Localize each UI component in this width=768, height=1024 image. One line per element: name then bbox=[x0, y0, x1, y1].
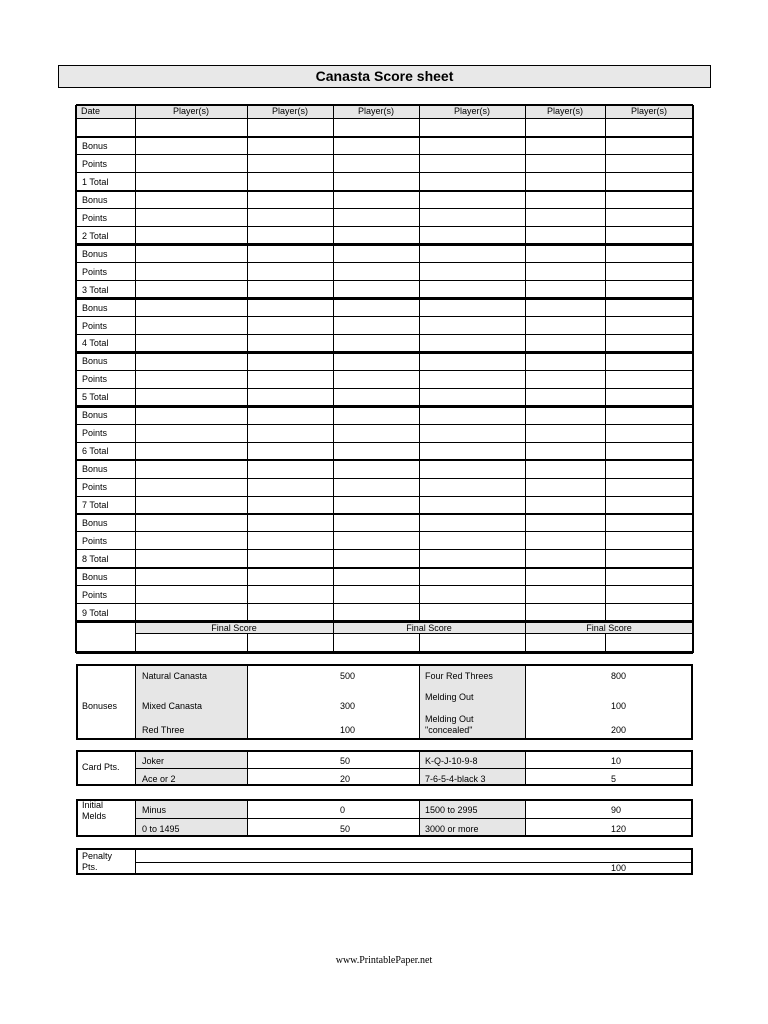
score-cell[interactable] bbox=[605, 514, 693, 532]
score-cell[interactable] bbox=[419, 568, 525, 586]
score-cell[interactable] bbox=[605, 263, 693, 281]
grid-line bbox=[76, 620, 693, 623]
grid-line bbox=[135, 633, 693, 634]
score-cell[interactable] bbox=[333, 460, 419, 478]
score-cell[interactable] bbox=[333, 209, 419, 227]
name-cell[interactable] bbox=[605, 118, 693, 137]
grid-line bbox=[419, 105, 420, 622]
score-cell[interactable] bbox=[605, 496, 693, 514]
score-cell[interactable] bbox=[605, 442, 693, 460]
grid-line bbox=[76, 478, 693, 479]
score-cell[interactable] bbox=[525, 155, 605, 173]
score-cell[interactable] bbox=[247, 478, 333, 496]
score-cell[interactable] bbox=[247, 532, 333, 550]
score-cell[interactable] bbox=[247, 209, 333, 227]
row-label: Bonus bbox=[82, 303, 108, 313]
score-cell[interactable] bbox=[135, 317, 247, 335]
card-joker-pts: 50 bbox=[340, 756, 351, 766]
row-label: Points bbox=[82, 267, 108, 277]
score-cell[interactable] bbox=[605, 568, 693, 586]
meld-minus-pts: 0 bbox=[340, 805, 346, 815]
score-cell[interactable] bbox=[419, 299, 525, 317]
score-cell[interactable] bbox=[605, 406, 693, 424]
score-cell[interactable] bbox=[525, 352, 605, 370]
score-cell[interactable] bbox=[247, 155, 333, 173]
score-cell[interactable] bbox=[247, 514, 333, 532]
score-cell[interactable] bbox=[525, 532, 605, 550]
score-cell[interactable] bbox=[333, 568, 419, 586]
grid-line bbox=[76, 567, 693, 570]
penalty-heading: Penalty bbox=[82, 851, 113, 861]
row-label: 4 Total bbox=[82, 339, 109, 349]
score-cell[interactable] bbox=[247, 442, 333, 460]
row-label: 8 Total bbox=[82, 554, 109, 564]
grid-line bbox=[76, 172, 693, 173]
grid-line bbox=[76, 351, 693, 354]
score-cell[interactable] bbox=[419, 586, 525, 604]
score-cell[interactable] bbox=[419, 442, 525, 460]
melds-heading-melds: Melds bbox=[82, 811, 107, 821]
score-cell[interactable] bbox=[419, 496, 525, 514]
grid-line bbox=[419, 665, 420, 739]
player-header: Player(s) bbox=[172, 107, 209, 116]
score-cell[interactable] bbox=[419, 155, 525, 173]
score-cell[interactable] bbox=[419, 424, 525, 442]
score-cell[interactable] bbox=[135, 209, 247, 227]
score-cell[interactable] bbox=[333, 155, 419, 173]
grid-line bbox=[76, 531, 693, 532]
grid-line bbox=[76, 585, 693, 586]
meld-minus: Minus bbox=[142, 805, 167, 815]
grid-line bbox=[605, 105, 606, 622]
score-cell[interactable] bbox=[135, 263, 247, 281]
bonus-melding-out: Melding Out bbox=[425, 692, 474, 702]
penalty-heading-pts: Pts. bbox=[82, 862, 98, 872]
score-cell[interactable] bbox=[525, 209, 605, 227]
grid-line bbox=[76, 280, 693, 281]
score-cell[interactable] bbox=[525, 442, 605, 460]
score-cell[interactable] bbox=[333, 245, 419, 263]
score-cell[interactable] bbox=[525, 263, 605, 281]
score-cell[interactable] bbox=[419, 460, 525, 478]
grid-line bbox=[247, 634, 248, 653]
score-cell[interactable] bbox=[247, 334, 333, 352]
row-label: 9 Total bbox=[82, 608, 109, 618]
score-cell[interactable] bbox=[247, 245, 333, 263]
score-cell[interactable] bbox=[605, 352, 693, 370]
score-cell[interactable] bbox=[525, 334, 605, 352]
row-label: Points bbox=[82, 429, 108, 439]
score-cell[interactable] bbox=[605, 173, 693, 191]
score-cell[interactable] bbox=[333, 442, 419, 460]
score-cell[interactable] bbox=[135, 334, 247, 352]
score-cell[interactable] bbox=[333, 424, 419, 442]
score-cell[interactable] bbox=[419, 173, 525, 191]
score-cell[interactable] bbox=[135, 137, 247, 155]
bonus-melding-out-concealed: Melding Out bbox=[425, 714, 474, 724]
score-cell[interactable] bbox=[525, 137, 605, 155]
score-cell[interactable] bbox=[419, 550, 525, 568]
score-cell[interactable] bbox=[605, 209, 693, 227]
score-cell[interactable] bbox=[605, 424, 693, 442]
score-cell[interactable] bbox=[247, 191, 333, 209]
score-cell[interactable] bbox=[247, 352, 333, 370]
meld-0-1495-pts: 50 bbox=[340, 824, 351, 834]
bonus-melding-out-concealed-pts: 200 bbox=[611, 725, 627, 735]
score-cell[interactable] bbox=[333, 514, 419, 532]
score-cell[interactable] bbox=[419, 334, 525, 352]
score-cell[interactable] bbox=[605, 532, 693, 550]
score-cell[interactable] bbox=[419, 209, 525, 227]
row-label: Points bbox=[82, 159, 108, 169]
row-label: 1 Total bbox=[82, 177, 109, 187]
final-score-cell[interactable] bbox=[135, 634, 247, 653]
row-label: Bonus bbox=[82, 572, 108, 582]
score-cell[interactable] bbox=[135, 173, 247, 191]
card-low-pts: 5 bbox=[611, 774, 617, 784]
score-cell[interactable] bbox=[525, 514, 605, 532]
row-label: Bonus bbox=[82, 465, 108, 475]
score-cell[interactable] bbox=[247, 604, 333, 622]
score-cell[interactable] bbox=[605, 370, 693, 388]
score-cell[interactable] bbox=[525, 191, 605, 209]
final-score-cell[interactable] bbox=[419, 634, 525, 653]
player-header: Player(s) bbox=[630, 107, 667, 116]
score-cell[interactable] bbox=[419, 532, 525, 550]
score-cell[interactable] bbox=[419, 478, 525, 496]
score-cell[interactable] bbox=[333, 604, 419, 622]
grid-line bbox=[76, 334, 693, 335]
score-cell[interactable] bbox=[333, 550, 419, 568]
score-cell[interactable] bbox=[525, 406, 605, 424]
card-joker: Joker bbox=[142, 756, 165, 766]
score-cell[interactable] bbox=[135, 406, 247, 424]
score-cell[interactable] bbox=[247, 550, 333, 568]
score-cell[interactable] bbox=[135, 191, 247, 209]
final-score-cell[interactable] bbox=[605, 634, 693, 653]
score-cell[interactable] bbox=[247, 263, 333, 281]
name-cell[interactable] bbox=[525, 118, 605, 137]
score-cell[interactable] bbox=[525, 299, 605, 317]
grid-line bbox=[76, 316, 693, 317]
score-cell[interactable] bbox=[525, 550, 605, 568]
score-cell[interactable] bbox=[247, 137, 333, 155]
score-cell[interactable] bbox=[247, 317, 333, 335]
grid-line bbox=[76, 459, 693, 462]
row-label: Points bbox=[82, 483, 108, 493]
score-cell[interactable] bbox=[135, 460, 247, 478]
score-cell[interactable] bbox=[135, 442, 247, 460]
penalty-pts: 100 bbox=[611, 863, 627, 873]
grid-line bbox=[135, 862, 693, 863]
final-score-label: Final Score bbox=[406, 623, 452, 633]
score-cell[interactable] bbox=[333, 263, 419, 281]
score-cell[interactable] bbox=[333, 317, 419, 335]
grid-line bbox=[76, 513, 693, 516]
name-cell[interactable] bbox=[419, 118, 525, 137]
score-cell[interactable] bbox=[525, 370, 605, 388]
score-cell[interactable] bbox=[135, 388, 247, 406]
score-cell[interactable] bbox=[135, 155, 247, 173]
score-cell[interactable] bbox=[333, 388, 419, 406]
grid-line bbox=[76, 154, 693, 155]
grid-line bbox=[135, 818, 693, 819]
row-label: 7 Total bbox=[82, 501, 109, 510]
grid-line bbox=[525, 105, 526, 653]
final-score-cell[interactable] bbox=[333, 634, 419, 653]
final-score-label: Final Score bbox=[586, 623, 632, 633]
score-cell[interactable] bbox=[135, 424, 247, 442]
grid-line bbox=[76, 226, 693, 227]
score-cell[interactable] bbox=[333, 352, 419, 370]
score-cell[interactable] bbox=[247, 299, 333, 317]
score-cell[interactable] bbox=[419, 388, 525, 406]
bonus-red-three-pts: 100 bbox=[340, 725, 356, 735]
score-cell[interactable] bbox=[247, 586, 333, 604]
score-cell[interactable] bbox=[333, 586, 419, 604]
grid-line bbox=[135, 768, 693, 769]
score-cell[interactable] bbox=[135, 550, 247, 568]
score-cell[interactable] bbox=[135, 370, 247, 388]
grid-line bbox=[76, 405, 693, 408]
grid-line bbox=[76, 190, 693, 193]
player-header: Player(s) bbox=[357, 107, 394, 116]
score-cell[interactable] bbox=[247, 281, 333, 299]
bonus-mixed-canasta-pts: 300 bbox=[340, 701, 356, 711]
meld-3000-pts: 120 bbox=[611, 824, 627, 834]
score-cell[interactable] bbox=[333, 299, 419, 317]
score-cell[interactable] bbox=[333, 496, 419, 514]
score-cell[interactable] bbox=[135, 227, 247, 245]
score-cell[interactable] bbox=[247, 227, 333, 245]
bonus-natural-canasta-pts: 500 bbox=[340, 671, 356, 681]
score-cell[interactable] bbox=[419, 514, 525, 532]
grid-line bbox=[76, 424, 693, 425]
score-cell[interactable] bbox=[605, 155, 693, 173]
bonus-concealed-label: "concealed" bbox=[425, 725, 473, 735]
name-cell[interactable] bbox=[135, 118, 247, 137]
date-header: Date bbox=[81, 107, 101, 116]
score-cell[interactable] bbox=[135, 352, 247, 370]
grid-line bbox=[76, 370, 693, 371]
score-cell[interactable] bbox=[525, 173, 605, 191]
score-cell[interactable] bbox=[135, 245, 247, 263]
grid-line bbox=[76, 104, 693, 107]
score-cell[interactable] bbox=[525, 496, 605, 514]
score-cell[interactable] bbox=[333, 173, 419, 191]
row-label: Bonus bbox=[82, 142, 108, 151]
grid-line bbox=[76, 549, 693, 550]
name-cell[interactable] bbox=[333, 118, 419, 137]
row-label: Points bbox=[82, 590, 108, 600]
bonus-mixed-canasta: Mixed Canasta bbox=[142, 701, 203, 711]
score-cell[interactable] bbox=[605, 317, 693, 335]
grid-line bbox=[525, 665, 526, 739]
card-ace-or-2-pts: 20 bbox=[340, 774, 351, 784]
row-label: 6 Total bbox=[82, 447, 109, 457]
score-cell[interactable] bbox=[247, 388, 333, 406]
name-cell[interactable] bbox=[247, 118, 333, 137]
grid-line bbox=[76, 603, 693, 604]
score-cell[interactable] bbox=[419, 406, 525, 424]
score-cell[interactable] bbox=[419, 245, 525, 263]
score-cell[interactable] bbox=[525, 586, 605, 604]
meld-1500-2995-pts: 90 bbox=[611, 805, 622, 815]
grid-line bbox=[135, 665, 136, 739]
score-cell[interactable] bbox=[135, 299, 247, 317]
score-cell[interactable] bbox=[419, 227, 525, 245]
score-cell[interactable] bbox=[333, 532, 419, 550]
meld-1500-2995: 1500 to 2995 bbox=[425, 805, 478, 815]
grid-line bbox=[692, 105, 695, 653]
score-cell[interactable] bbox=[525, 227, 605, 245]
score-cell[interactable] bbox=[525, 604, 605, 622]
row-label: 5 Total bbox=[82, 393, 109, 403]
score-cell[interactable] bbox=[525, 460, 605, 478]
score-cell[interactable] bbox=[333, 191, 419, 209]
score-cell[interactable] bbox=[419, 263, 525, 281]
row-label: Points bbox=[82, 321, 108, 331]
score-cell[interactable] bbox=[605, 604, 693, 622]
score-cell[interactable] bbox=[419, 317, 525, 335]
score-cell[interactable] bbox=[247, 370, 333, 388]
bonuses-heading: Bonuses bbox=[82, 701, 118, 711]
score-cell[interactable] bbox=[605, 245, 693, 263]
score-cell[interactable] bbox=[419, 191, 525, 209]
score-cell[interactable] bbox=[525, 424, 605, 442]
bonus-four-red-threes: Four Red Threes bbox=[425, 671, 493, 681]
score-cell[interactable] bbox=[135, 586, 247, 604]
score-cell[interactable] bbox=[247, 406, 333, 424]
score-cell[interactable] bbox=[135, 568, 247, 586]
score-cell[interactable] bbox=[135, 496, 247, 514]
score-cell[interactable] bbox=[605, 460, 693, 478]
grid-line bbox=[247, 105, 248, 622]
score-cell[interactable] bbox=[419, 352, 525, 370]
final-score-cell[interactable] bbox=[247, 634, 333, 653]
score-cell[interactable] bbox=[605, 478, 693, 496]
grid-line bbox=[76, 651, 693, 654]
row-label: Points bbox=[82, 375, 108, 385]
score-cell[interactable] bbox=[525, 317, 605, 335]
meld-3000: 3000 or more bbox=[425, 824, 479, 834]
grid-line bbox=[76, 297, 693, 300]
final-score-cell[interactable] bbox=[525, 634, 605, 653]
grid-line bbox=[76, 118, 693, 119]
footer-url: www.PrintablePaper.net bbox=[335, 955, 433, 966]
score-cell[interactable] bbox=[419, 137, 525, 155]
score-cell[interactable] bbox=[333, 478, 419, 496]
score-cell[interactable] bbox=[605, 550, 693, 568]
sheet-title: Canasta Score sheet bbox=[58, 65, 711, 88]
grid-line bbox=[75, 105, 78, 653]
row-label: Points bbox=[82, 213, 108, 223]
bonus-four-red-threes-pts: 800 bbox=[611, 671, 627, 681]
grid-line bbox=[76, 208, 693, 209]
row-label: 3 Total bbox=[82, 285, 109, 295]
score-cell[interactable] bbox=[135, 604, 247, 622]
score-cell[interactable] bbox=[605, 334, 693, 352]
melds-heading-initial: Initial bbox=[82, 800, 104, 810]
score-cell[interactable] bbox=[605, 299, 693, 317]
score-cell[interactable] bbox=[525, 281, 605, 299]
grid-line bbox=[76, 243, 693, 246]
score-cell[interactable] bbox=[333, 281, 419, 299]
grid-line bbox=[333, 105, 334, 653]
grid-line bbox=[247, 665, 248, 739]
grid-line bbox=[76, 262, 693, 263]
score-cell[interactable] bbox=[605, 586, 693, 604]
row-label: Bonus bbox=[82, 195, 108, 205]
score-cell[interactable] bbox=[605, 227, 693, 245]
score-cell[interactable] bbox=[525, 568, 605, 586]
score-cell[interactable] bbox=[605, 137, 693, 155]
grid-line bbox=[135, 105, 136, 653]
row-label: Bonus bbox=[82, 249, 108, 259]
score-cell[interactable] bbox=[525, 245, 605, 263]
score-cell[interactable] bbox=[333, 370, 419, 388]
score-cell[interactable] bbox=[247, 496, 333, 514]
row-label: 2 Total bbox=[82, 231, 109, 241]
bonus-natural-canasta: Natural Canasta bbox=[142, 671, 208, 681]
score-cell[interactable] bbox=[605, 281, 693, 299]
card-ace-or-2: Ace or 2 bbox=[142, 774, 176, 784]
score-cell[interactable] bbox=[525, 478, 605, 496]
bonus-melding-out-pts: 100 bbox=[611, 701, 627, 711]
player-header: Player(s) bbox=[453, 107, 490, 116]
score-cell[interactable] bbox=[333, 334, 419, 352]
row-label: Bonus bbox=[82, 357, 108, 367]
score-cell[interactable] bbox=[247, 568, 333, 586]
card-low: 7-6-5-4-black 3 bbox=[425, 774, 486, 784]
score-cell[interactable] bbox=[135, 532, 247, 550]
meld-0-1495: 0 to 1495 bbox=[142, 824, 180, 834]
card-high: K-Q-J-10-9-8 bbox=[425, 756, 478, 766]
score-cell[interactable] bbox=[135, 281, 247, 299]
card-points-heading: Card Pts. bbox=[82, 762, 120, 772]
grid-line bbox=[76, 496, 693, 497]
grid-line bbox=[76, 388, 693, 389]
grid-line bbox=[605, 634, 606, 653]
score-cell[interactable] bbox=[333, 406, 419, 424]
score-cell[interactable] bbox=[247, 460, 333, 478]
score-cell[interactable] bbox=[135, 478, 247, 496]
row-label: Points bbox=[82, 536, 108, 546]
player-header: Player(s) bbox=[546, 107, 583, 116]
grid-line bbox=[419, 634, 420, 653]
score-cell[interactable] bbox=[333, 227, 419, 245]
bonus-red-three: Red Three bbox=[142, 725, 185, 735]
grid-line bbox=[76, 136, 693, 139]
row-label: Bonus bbox=[82, 411, 108, 421]
score-cell[interactable] bbox=[419, 281, 525, 299]
player-header: Player(s) bbox=[271, 107, 308, 116]
score-cell[interactable] bbox=[605, 388, 693, 406]
grid-line bbox=[76, 442, 693, 443]
card-high-pts: 10 bbox=[611, 756, 622, 766]
score-cell[interactable] bbox=[135, 514, 247, 532]
score-cell[interactable] bbox=[419, 370, 525, 388]
score-cell[interactable] bbox=[605, 191, 693, 209]
score-cell[interactable] bbox=[333, 137, 419, 155]
score-cell[interactable] bbox=[247, 424, 333, 442]
score-cell[interactable] bbox=[525, 388, 605, 406]
score-cell[interactable] bbox=[247, 173, 333, 191]
row-label: Bonus bbox=[82, 518, 108, 528]
final-score-label: Final Score bbox=[211, 623, 257, 633]
score-cell[interactable] bbox=[419, 604, 525, 622]
